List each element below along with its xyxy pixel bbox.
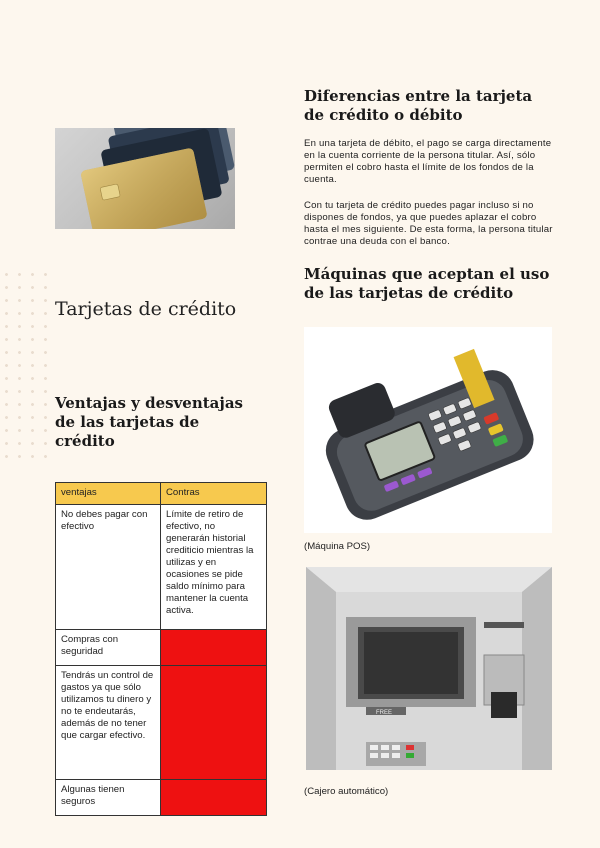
table-cell-highlight [161,780,267,816]
caption-pos: (Máquina POS) [304,541,371,552]
table-cell-highlight [161,630,267,666]
decorative-dot-pattern [0,268,50,468]
table-row [56,505,267,630]
table-cell: Tendrás un control de gastos ya que sólo utilizamos tu dinero y no te endeutarás, además de no tener que cargar efectivo. [56,666,161,780]
section-heading-advantages: Ventajas y desventajas de las tarjetas de crédito [55,394,243,450]
column-header-contras: Contras [161,483,267,505]
paragraph-credit: Con tu tarjeta de crédito puedes pagar incluso si no dispones de fondos, ya que puedes aplazar el cobro hasta el mes siguiente. De esta forma, la persona titular contrae una deuda con el banco. [304,200,553,247]
heading-machines: Máquinas que aceptan el uso de las tarjetas de crédito [304,265,550,302]
table-header-row [56,483,267,505]
table-row [56,630,267,666]
comparison-table [55,482,267,816]
column-header-ventajas: ventajas [56,483,161,505]
table-cell: Límite de retiro de efectivo, no generarán historial crediticio mientras la utilizas y en ocasiones se pide saldo mínimo para mantener la cuenta activa. [161,505,267,630]
table-row [56,780,267,816]
atm-image [306,567,552,770]
table-row [56,666,267,780]
table-cell: No debes pagar con efectivo [56,505,161,630]
pos-terminal-image [304,327,552,533]
page-title: Tarjetas de crédito [55,298,237,320]
table-cell: Compras con seguridad [56,630,161,666]
caption-atm: (Cajero automático) [304,786,389,797]
paragraph-debit: En una tarjeta de débito, el pago se carga directamente en la cuenta corriente de la persona titular. Así, sólo permiten el cobro hasta el límite de los fondos de la cuenta. [304,138,552,185]
atm-screen-label: FREE [376,710,393,716]
table-cell-highlight [161,666,267,780]
credit-cards-photo [55,128,235,229]
heading-differences: Diferencias entre la tarjeta de crédito o débito [304,87,533,124]
table-cell: Algunas tienen seguros [56,780,161,816]
